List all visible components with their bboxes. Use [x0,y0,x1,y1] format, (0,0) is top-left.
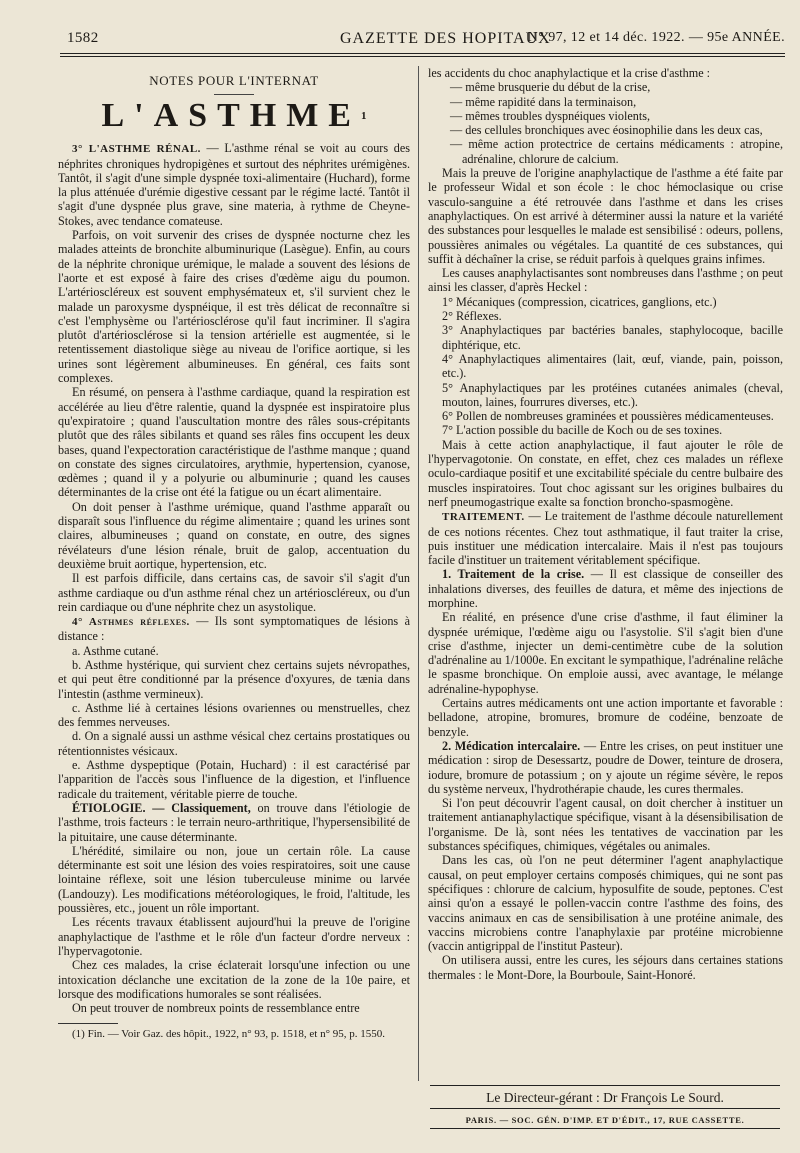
list-item: c. Asthme lié à certaines lésions ovariennes ou menstruelles, chez des femmes nerveuses. [58,700,410,730]
left-tail-paragraphs [58,844,410,1016]
title-footnote-mark: 1 [360,110,367,123]
paragraph [58,228,410,385]
paragraph: Les récents travaux établissent aujourd'hui la preuve de l'origine anaphylactique de l'asthme et le rôle d'un facteur d'ordre nerveux : l'hypervagotonie. [58,915,410,958]
footer-rule [430,1128,780,1129]
paragraph [58,500,410,571]
issue-info: N° 97, 12 et 14 déc. 1922. — 95e ANNÉE. [527,30,785,45]
list-item: a. Asthme cutané. [72,643,159,658]
list-item: 4° Anaphylactiques alimentaires (lait, œuf, viande, pain, poisson, etc.). [442,351,783,381]
crisis-text: — Il est classique de conseiller des inhalations diverses, des feuilles de datura, et même des injections de morphine. [428,567,783,610]
paragraph: Certains autres médicaments ont une action importante et favorable : belladone, atropine, bromures, bromure de codéine, benzoate de benzyle. [428,696,783,739]
paragraph-text: — Ils sont symptomatiques de lésions à distance : [58,614,410,644]
list-item: 1° Mécaniques (compression, cicatrices, ganglions, etc.) [442,294,717,309]
right-paragraphs-d [428,796,783,982]
list-item: 5° Anaphylactiques par les protéines cutanées animales (cheval, mouton, laines, fourrures diverses, etc.). [442,380,783,409]
list-item: — même action protectrice de certains médicaments : atropine, adrénaline, chlorure de calcium. [450,137,783,166]
intercalary-heading: 2. Médication intercalaire. [442,738,581,753]
etiology-heading: ÉTIOLOGIE. — Classiquement, [72,800,251,815]
list-item: — mêmes troubles dyspnéiques violents, [450,108,651,123]
paragraph: Si l'on peut découvrir l'agent causal, on doit chercher à instituer un traitement antianaphylactique spécifique, visant à la désensibilisation de l'organisme. De là, sont nées les tentatives de vaccination par les substances spécifiques, chimiques, végétales ou animales. [428,796,783,854]
paragraph-text: On doit penser à l'asthme urémique, quand l'asthme apparaît ou disparaît sous l'influence du régime alimentaire ; quand les urines sont claires, albumineuses ; quand on constate, en outre, des signes révélateurs d'une lésion rénale, bruit de galop, accentuation du deuxième bruit aortique, hypertension, etc. [58,499,410,571]
right-paragraphs-b [428,438,783,509]
paragraph-text: Parfois, on voit survenir des crises de dyspnée nocturne chez les malades atteints de bronchite albuminurique (Lasègue). Enfin, au cours de la néphrite chronique urémique, le malade a souvent des lésions de l'aorte et est exposé à faire des crises d'œdème aigu du poumon. L'artérioscléreux est souvent emphysémateux et, s'il survient chez le malade un paroxysme dyspnéique, il est très délicat de reconnaître si c'est l'emphysème ou l'artériosclérose qu'il faut incriminer. Il s'agira plutôt d'artériosclérose si la tension artérielle est augmentée, si le retentissement diastolique siège au niveau de l'orifice aortique, si les urines sont légèrement albumineuses. En général, ces faits sont complexes. [58,228,410,386]
journal-title: GAZETTE DES HOPITAUX [340,30,551,47]
paragraph-text: Il est parfois difficile, dans certains cas, de savoir s'il s'agit d'un asthme cardiaque ou d'un asthme rénal chez un artérioscléreux, ou d'un rein cardiaque ou d'une néphrite chez un asystolique. [58,571,410,614]
director-signature: Le Directeur-gérant : Dr François Le Sourd. [430,1085,780,1109]
section-heading: NOTES POUR L'INTERNAT [149,73,319,88]
paragraph: Mais à cette action anaphylactique, il faut ajouter le rôle de l'hypervagotonie. On constate, en effet, chez ces malades un réflexe oculo-cardiaque positif et une excitabilité spéciale du centre bulbaire des muscles inspiratoires. Tout choc agissant sur les origines bulbaires du nerf pneumogastrique exalte sa fonction broncho-spasmogène. [428,437,783,509]
heading-rule [214,94,254,95]
list-item: 3° Anaphylactiques par bactéries banales, staphylocoque, bacille diphtérique, etc. [442,323,783,352]
anaphylaxis-comparison-list [428,80,783,166]
paragraph [58,614,410,644]
article-title-text: L'ASTHME [101,97,361,135]
masthead [55,30,785,52]
list-item: — même rapidité dans la terminaison, [450,94,637,109]
column-divider [418,66,419,1081]
left-paragraphs [58,141,410,643]
reflex-asthma-list [58,644,410,801]
paragraph: On peut trouver de nombreux points de ressemblance entre [72,1001,360,1016]
right-column [428,66,783,982]
paragraph: Mais la preuve de l'origine anaphylactique de l'asthme a été faite par le professeur Widal et son école : le choc hémoclasique ou crise vasculo-sanguine a été retrouvée dans l'asthme et dans les crises anaphylactiques. On est arrivé à déterminer aussi la nature et la variété des substances pour lesquelles le malade est sensibilisé : odeurs, pollens, poussières animales ou végétales. La quantité de ces substances, qui suffit à déchaîner la crise, se réduit parfois à quelques grains infimes. [428,166,783,266]
paragraph: En réalité, en présence d'une crise d'asthme, il faut éliminer la dyspnée urémique, l'œdème aigu ou l'asystolie. S'il s'agit bien d'une crise d'asthme, injecter un demi-centimètre cube de la solution d'adrénaline au 1/1000e. En excitant le sympathique, l'adrénaline relâche le spasme bronchique. On emploie aussi, avec avantage, le mélange adrénaline-hypophyse. [428,610,783,696]
page-number: 1582 [67,30,99,46]
etiology-paragraph [58,801,410,844]
masthead-rule [60,53,785,54]
list-item: 2° Réflexes. [442,309,502,324]
paragraph [58,141,410,228]
footnote: (1) Fin. — Voir Gaz. des hôpit., 1922, n° 93, p. 1518, et n° 95, p. 1550. [72,1028,386,1041]
paragraph [58,385,410,499]
list-item: — même brusquerie du début de la crise, [450,80,651,95]
footnote-rule [58,1023,118,1024]
paragraph-text: — L'asthme rénal se voit au cours des néphrites chroniques hydropigènes et surtout des néphrites urémigènes. Tantôt, il s'agit d'une simple dyspnée toxi-alimentaire (Huchard), forme la plus atténuée d'urémie digestive cessant par le régime lacté. Tantôt il s'agit d'une dyspnée plus grave, sine materia, à rythme de Cheyne-Stokes, avec tendance comateuse. [58,141,410,228]
list-item: b. Asthme hystérique, qui survient chez certains sujets névropathes, et qui peut être conditionné par la présence d'oxyures, de tænia dans l'intestin (asthme vermineux). [58,657,410,701]
treatment-paragraph [428,509,783,567]
treatment-heading: TRAITEMENT. [442,511,525,524]
crisis-paragraph [428,567,783,610]
paragraph: Les causes anaphylactisantes sont nombreuses dans l'asthme ; on peut ainsi les classer, d'après Heckel : [428,266,783,295]
right-paragraphs-a [428,166,783,295]
paragraph: Chez ces malades, la crise éclaterait lorsqu'une infection ou une intoxication déclanche une excitation de la zone de la 10e paire, et lorsque des modifications humorales se sont réalisées. [58,958,410,1001]
treatment-text: — Le traitement de l'asthme découle naturellement de ces notions récentes. Chez tout asthmatique, il faut traiter la crise, puis instituer une médication intercalaire. Mais il n'est pas toujours facile d'instituer un traitement véritablement spécifique. [428,509,783,568]
right-intro: les accidents du choc anaphylactique et la crise d'asthme : [428,66,711,80]
paragraph-text: En résumé, on pensera à l'asthme cardiaque, quand la respiration est accélérée au lieu d'être ralentie, quand la dyspnée est inspiratoire plus qu'expiratoire ; quand l'auscultation montre des râles sous-crépitants plutôt que des râles sibilants et quand ses râles fins occupent les deux bases, quand l'expectoration caractéristique de l'asthme manque ; quand on constate des signes circulatoires, arythmie, hypertension, cyanose, œdèmes ; quand il y a polyurie ou albuminurie ; quand les causes déterminantes de la crise ont été la fatigue ou un écart alimentaire. [58,385,410,500]
left-column [58,66,410,1041]
printer-line: PARIS. — SOC. GÉN. D'IMP. ET D'ÉDIT., 17, RUE CASSETTE. [465,1115,745,1125]
paragraph: Dans les cas, où l'on ne peut déterminer l'agent anaphylactique causal, on peut employer certains composés chimiques, qui ne sont pas spécifiques : chlorure de calcium, hyposulfite de soude, peptones. C'est ainsi qu'on a essayé le pollen-vaccin contre l'asthme des foins, des vaccins animaux en cas de sensibilisation à une protéine animale, des vaccins microbiens contre l'anaphylaxie par protéine microbienne (vaccin antigrippal de l'institut Pasteur). [428,853,783,954]
etiology-text: on trouve dans l'étiologie de l'asthme, trois facteurs : le terrain neuro-arthritique, l'hypersensibilité de la pituitaire, une cause déterminante. [58,800,410,844]
list-item: 7° L'action possible du bacille de Koch ou de ses toxines. [442,423,723,438]
paragraph-lead: 4° Asthmes réflexes. [72,616,190,629]
intercalary-text: — Entre les crises, on peut instituer une médication : sirop de Desessartz, poudre de Dower, teinture de drosera, iodure, bromure de potassium ; on y ajoute un régime sévère, le repos du système nerveux, l'hydrothérapie chaude, les cures thermales. [428,738,784,796]
intercalary-paragraph [428,739,783,796]
paragraph-lead: 3° L'ASTHME RÉNAL. [72,143,201,156]
right-paragraphs-c [428,610,783,739]
paragraph: L'hérédité, similaire ou non, joue un certain rôle. La cause déterminante est soit une lésion des voies respiratoires, soit une cause lointaine réflexe, soit une lésion tuberculeuse minime ou larvée (Landouzy). Les modifications météorologiques, le froid, l'altitude, les poussières, etc., jouent un rôle important. [58,843,410,916]
anaphylactic-causes-list [428,295,783,438]
paragraph [58,571,410,614]
crisis-heading: 1. Traitement de la crise. [442,567,585,582]
list-item: — des cellules bronchiques avec éosinophilie dans les deux cas, [450,123,763,138]
list-item: 6° Pollen de nombreuses graminées et poussières médicamenteuses. [442,409,774,424]
article-title [58,97,410,135]
list-item: e. Asthme dyspeptique (Potain, Huchard) : il est caractérisé par l'apparition de l'accès sous l'influence de la digestion, et l'influence radicale du traitement, véritable pierre de touche. [58,758,410,801]
paragraph: On utilisera aussi, entre les cures, les séjours dans certaines stations thermales : le Mont-Dore, la Bourboule, Saint-Honoré. [428,953,783,982]
list-item: d. On a signalé aussi un asthme vésical chez certains prostatiques ou rétentionnistes vésicaux. [58,729,410,758]
masthead-rule-thin [60,56,785,57]
